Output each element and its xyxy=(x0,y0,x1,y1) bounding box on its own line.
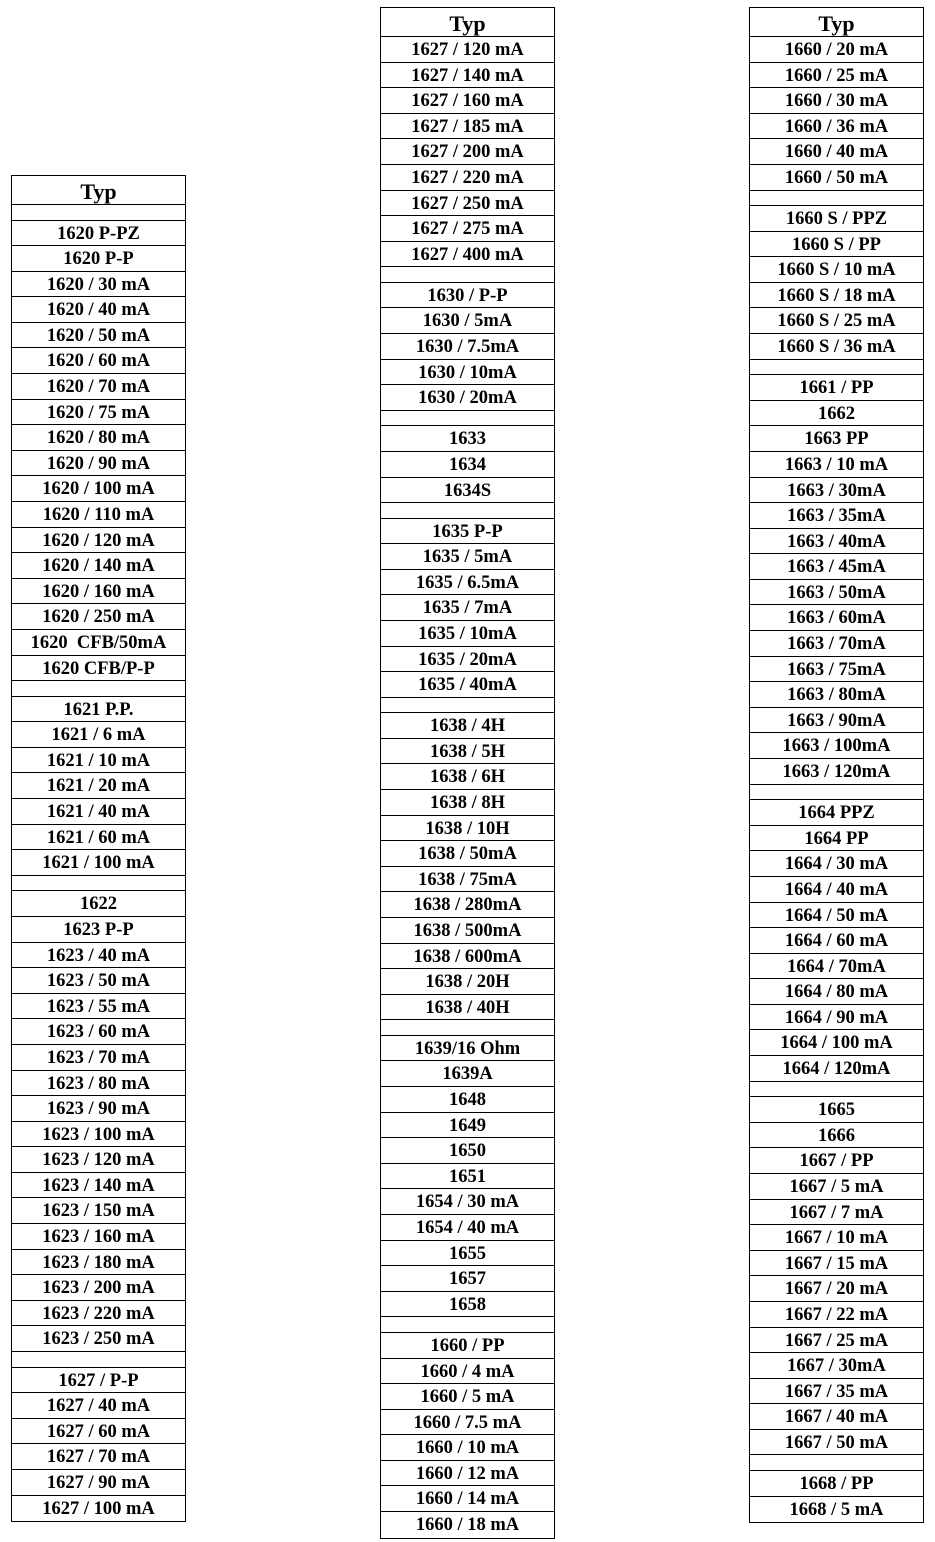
table-row: 1638 / 50mA xyxy=(381,841,554,867)
table-row: 1620 / 250 mA xyxy=(12,604,185,630)
table-row: 1663 PP xyxy=(750,426,923,452)
table-row: 1663 / 75mA xyxy=(750,657,923,683)
table-row: 1634S xyxy=(381,478,554,504)
table-row: 1660 / 30 mA xyxy=(750,88,923,114)
table-row: 1664 / 40 mA xyxy=(750,877,923,903)
table-row: 1663 / 90mA xyxy=(750,708,923,734)
table-row: 1660 / 4 mA xyxy=(381,1359,554,1385)
table-row: 1621 P.P. xyxy=(12,697,185,723)
table-row: 1623 / 55 mA xyxy=(12,994,185,1020)
table-row: 1667 / 40 mA xyxy=(750,1404,923,1430)
table-row: 1657 xyxy=(381,1266,554,1292)
table-row: 1623 / 60 mA xyxy=(12,1019,185,1045)
table-row: 1627 / 400 mA xyxy=(381,242,554,268)
table-row: 1664 / 50 mA xyxy=(750,903,923,929)
table-row: 1663 / 80mA xyxy=(750,682,923,708)
table-row: 1667 / PP xyxy=(750,1148,923,1174)
table-row: 1620 / 50 mA xyxy=(12,323,185,349)
table-row: 1660 / 25 mA xyxy=(750,63,923,89)
table-row: 1663 / 40mA xyxy=(750,529,923,555)
table-row: 1627 / 250 mA xyxy=(381,191,554,217)
table-row: 1664 / 100 mA xyxy=(750,1030,923,1056)
table-row: 1660 S / 25 mA xyxy=(750,308,923,334)
blank-row xyxy=(381,1317,554,1333)
blank-row xyxy=(12,205,185,221)
table-row: 1667 / 25 mA xyxy=(750,1328,923,1354)
blank-row xyxy=(381,698,554,714)
table-row: 1630 / 20mA xyxy=(381,385,554,411)
table-row: 1667 / 20 mA xyxy=(750,1276,923,1302)
table-row: 1667 / 10 mA xyxy=(750,1225,923,1251)
column-header: Typ xyxy=(381,8,554,37)
table-row: 1663 / 45mA xyxy=(750,554,923,580)
table-row: 1660 / 7.5 mA xyxy=(381,1410,554,1436)
table-row: 1623 / 140 mA xyxy=(12,1173,185,1199)
table-row: 1663 / 35mA xyxy=(750,503,923,529)
table-row: 1660 / 36 mA xyxy=(750,114,923,140)
table-row: 1664 / 90 mA xyxy=(750,1005,923,1031)
table-row: 1620 P-PZ xyxy=(12,221,185,247)
table-row: 1662 xyxy=(750,401,923,427)
column-rows xyxy=(381,37,554,1538)
table-row: 1660 / 18 mA xyxy=(415,1515,520,1536)
table-row: 1635 / 5mA xyxy=(381,544,554,570)
table-row: 1633 xyxy=(381,426,554,452)
table-row: 1620 / 140 mA xyxy=(12,553,185,579)
type-table-column-2 xyxy=(380,7,555,1539)
table-row: 1627 / 90 mA xyxy=(12,1470,185,1496)
table-row: 1620 CFB/P-P xyxy=(12,656,185,682)
table-row: 1635 / 7mA xyxy=(381,595,554,621)
table-row: 1635 / 6.5mA xyxy=(381,570,554,596)
table-row: 1638 / 20H xyxy=(381,969,554,995)
table-row: 1627 / 70 mA xyxy=(12,1444,185,1470)
blank-row xyxy=(381,267,554,283)
table-row: 1627 / 275 mA xyxy=(381,216,554,242)
table-row: 1638 / 75mA xyxy=(381,867,554,893)
table-row: 1666 xyxy=(750,1123,923,1149)
table-row: 1627 / 120 mA xyxy=(381,37,554,63)
blank-row xyxy=(12,876,185,892)
table-row: 1638 / 280mA xyxy=(381,892,554,918)
blank-row xyxy=(750,191,923,207)
table-row: 1660 S / 10 mA xyxy=(750,257,923,283)
table-row: 1654 / 30 mA xyxy=(381,1189,554,1215)
table-row: 1623 / 70 mA xyxy=(12,1045,185,1071)
table-row: 1664 / 30 mA xyxy=(750,851,923,877)
table-row: 1638 / 8H xyxy=(381,790,554,816)
table-row: 1661 / PP xyxy=(750,375,923,401)
table-row: 1620 CFB/50mA xyxy=(12,630,185,656)
table-row: 1667 / 15 mA xyxy=(750,1251,923,1277)
blank-row xyxy=(12,1352,185,1368)
column-header: Typ xyxy=(12,176,185,205)
table-row: 1623 / 180 mA xyxy=(12,1250,185,1276)
table-row: 1664 PP xyxy=(750,826,923,852)
table-row: 1627 / 200 mA xyxy=(381,139,554,165)
blank-row xyxy=(381,411,554,427)
table-row: 1627 / 60 mA xyxy=(12,1419,185,1445)
table-row: 1665 xyxy=(750,1097,923,1123)
table-row: 1668 / 5 mA xyxy=(789,1499,884,1520)
table-row: 1663 / 100mA xyxy=(750,733,923,759)
table-row: 1663 / 30mA xyxy=(750,478,923,504)
table-row: 1648 xyxy=(381,1087,554,1113)
table-row: 1663 / 60mA xyxy=(750,605,923,631)
table-row: 1667 / 50 mA xyxy=(750,1430,923,1456)
table-row: 1630 / P-P xyxy=(381,283,554,309)
table-row: 1660 / 50 mA xyxy=(750,165,923,191)
table-row: 1663 / 50mA xyxy=(750,580,923,606)
table-row: 1664 / 60 mA xyxy=(750,928,923,954)
table-row: 1620 / 160 mA xyxy=(12,579,185,605)
table-row: 1639A xyxy=(381,1061,554,1087)
table-row: 1660 / PP xyxy=(381,1333,554,1359)
table-row: 1664 / 80 mA xyxy=(750,979,923,1005)
table-row: 1623 / 220 mA xyxy=(12,1301,185,1327)
table-row: 1650 xyxy=(381,1138,554,1164)
table-row: 1623 / 150 mA xyxy=(12,1198,185,1224)
table-row: 1620 / 120 mA xyxy=(12,528,185,554)
table-row: 1630 / 7.5mA xyxy=(381,334,554,360)
table-row: 1660 S / 18 mA xyxy=(750,283,923,309)
table-row: 1627 / P-P xyxy=(12,1368,185,1394)
table-row: 1620 / 30 mA xyxy=(12,272,185,298)
blank-row xyxy=(750,1082,923,1098)
table-row: 1620 P-P xyxy=(12,246,185,272)
table-row: 1621 / 40 mA xyxy=(12,799,185,825)
blank-row xyxy=(750,1455,923,1471)
blank-row xyxy=(750,360,923,376)
table-row: 1623 P-P xyxy=(12,917,185,943)
table-row: 1634 xyxy=(381,452,554,478)
table-row: 1622 xyxy=(12,891,185,917)
table-row: 1638 / 600mA xyxy=(381,944,554,970)
table-row: 1627 / 160 mA xyxy=(381,88,554,114)
table-row: 1620 / 40 mA xyxy=(12,297,185,323)
table-row: 1638 / 4H xyxy=(381,713,554,739)
column-header: Typ xyxy=(750,8,923,37)
table-row: 1668 / PP xyxy=(750,1471,923,1497)
table-row: 1623 / 250 mA xyxy=(12,1326,185,1352)
table-row: 1658 xyxy=(381,1292,554,1318)
table-row: 1660 / 10 mA xyxy=(381,1435,554,1461)
table-row: 1620 / 70 mA xyxy=(12,374,185,400)
table-row: 1651 xyxy=(381,1164,554,1190)
type-table-column-3 xyxy=(749,7,924,1523)
table-row: 1623 / 50 mA xyxy=(12,968,185,994)
table-row: 1627 / 140 mA xyxy=(381,63,554,89)
table-row: 1660 S / 36 mA xyxy=(750,334,923,360)
table-row: 1660 / 40 mA xyxy=(750,139,923,165)
table-row: 1660 / 14 mA xyxy=(381,1486,554,1512)
table-row: 1649 xyxy=(381,1113,554,1139)
table-row: 1621 / 20 mA xyxy=(12,773,185,799)
table-row: 1635 / 20mA xyxy=(381,647,554,673)
blank-row xyxy=(12,681,185,697)
table-row: 1660 / 20 mA xyxy=(750,37,923,63)
table-row: 1660 S / PPZ xyxy=(750,206,923,232)
table-row: 1664 / 70mA xyxy=(750,954,923,980)
table-row: 1621 / 60 mA xyxy=(12,825,185,851)
table-row: 1623 / 80 mA xyxy=(12,1071,185,1097)
table-row: 1663 / 120mA xyxy=(750,759,923,785)
table-row: 1664 / 120mA xyxy=(750,1056,923,1082)
table-row: 1623 / 40 mA xyxy=(12,943,185,969)
table-row: 1667 / 7 mA xyxy=(750,1200,923,1226)
table-row: 1620 / 110 mA xyxy=(12,502,185,528)
table-row: 1620 / 60 mA xyxy=(12,348,185,374)
table-row: 1627 / 220 mA xyxy=(381,165,554,191)
table-row: 1620 / 75 mA xyxy=(12,400,185,426)
table-row: 1623 / 120 mA xyxy=(12,1147,185,1173)
table-row: 1635 P-P xyxy=(381,519,554,545)
table-row: 1667 / 5 mA xyxy=(750,1174,923,1200)
table-row: 1620 / 90 mA xyxy=(12,451,185,477)
blank-row xyxy=(381,1020,554,1036)
table-row: 1623 / 200 mA xyxy=(12,1275,185,1301)
table-row: 1660 S / PP xyxy=(750,232,923,258)
column-rows xyxy=(12,205,185,1521)
table-row: 1660 / 5 mA xyxy=(381,1384,554,1410)
table-row: 1664 PPZ xyxy=(750,800,923,826)
table-row: 1627 / 40 mA xyxy=(12,1393,185,1419)
table-row: 1638 / 40H xyxy=(381,995,554,1021)
table-row: 1623 / 90 mA xyxy=(12,1096,185,1122)
blank-row xyxy=(750,785,923,801)
table-row: 1639/16 Ohm xyxy=(381,1036,554,1062)
table-row: 1655 xyxy=(381,1241,554,1267)
table-row: 1667 / 30mA xyxy=(750,1353,923,1379)
table-row: 1623 / 160 mA xyxy=(12,1224,185,1250)
table-row: 1660 / 12 mA xyxy=(381,1461,554,1487)
table-row: 1638 / 10H xyxy=(381,816,554,842)
table-row: 1630 / 10mA xyxy=(381,360,554,386)
column-rows xyxy=(750,37,923,1522)
table-row: 1635 / 10mA xyxy=(381,621,554,647)
table-row: 1638 / 5H xyxy=(381,739,554,765)
table-row: 1627 / 185 mA xyxy=(381,114,554,140)
table-row: 1638 / 6H xyxy=(381,764,554,790)
table-row: 1663 / 10 mA xyxy=(750,452,923,478)
table-row: 1620 / 100 mA xyxy=(12,476,185,502)
blank-row xyxy=(381,503,554,519)
table-row: 1621 / 10 mA xyxy=(12,748,185,774)
table-row: 1667 / 22 mA xyxy=(750,1302,923,1328)
table-row: 1620 / 80 mA xyxy=(12,425,185,451)
table-row: 1667 / 35 mA xyxy=(750,1379,923,1405)
type-table-column-1 xyxy=(11,175,186,1522)
table-row: 1638 / 500mA xyxy=(381,918,554,944)
table-row: 1621 / 6 mA xyxy=(12,722,185,748)
table-row: 1623 / 100 mA xyxy=(12,1122,185,1148)
table-row: 1630 / 5mA xyxy=(381,308,554,334)
table-row: 1635 / 40mA xyxy=(381,672,554,698)
table-row: 1654 / 40 mA xyxy=(381,1215,554,1241)
table-row: 1621 / 100 mA xyxy=(12,850,185,876)
table-row: 1663 / 70mA xyxy=(750,631,923,657)
table-row: 1627 / 100 mA xyxy=(42,1498,155,1519)
